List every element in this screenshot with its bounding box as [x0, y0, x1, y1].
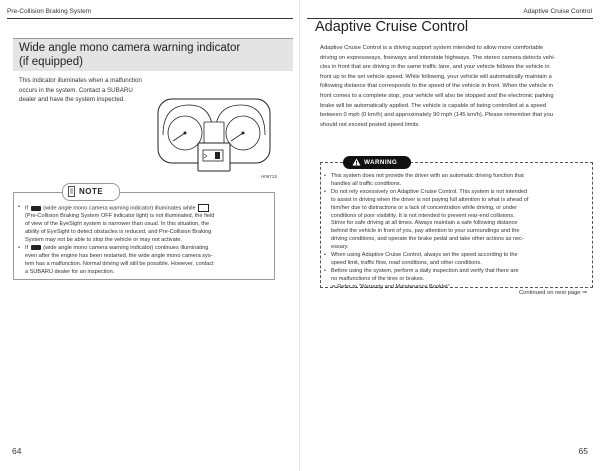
section-title-line2: (if equipped) [19, 56, 83, 68]
section-title-line1: Wide angle mono camera warning indicator [19, 42, 241, 54]
note-icon [67, 186, 76, 197]
text-run: handles all traffic conditions. [331, 180, 402, 187]
section-title-box [13, 38, 293, 71]
note-item: • If (wide angle mono camera warning indicator) continues illuminating even after the engine has been restarted, the wide angle mono camera sys- tem has a malfunction. Normal driving will still be possible. However, contact a SUBARU dealer for an inspection. [18, 245, 214, 275]
text-run: If [25, 205, 30, 212]
text-run: System may not be able to stop the vehicle or may not activate. [25, 237, 183, 244]
warning-item: • When using Adaptive Cruise Control, always set the speed according to the speed limit, traffic flow, road conditions, and other conditions. [324, 252, 518, 266]
text-run: of view of the EyeSight system is narrower than usual. In this situation, the [25, 221, 210, 228]
camera-warning-icon [31, 206, 41, 211]
text-run: essary. [331, 244, 349, 251]
page-title: Adaptive Cruise Control [315, 19, 469, 35]
braking-off-icon [198, 204, 209, 212]
text-run: If [25, 245, 30, 252]
page-number-left: 64 [12, 446, 22, 456]
right-page [300, 0, 600, 471]
warning-title: WARNING [364, 158, 398, 166]
text-line: following distance that corresponds to the speed of the vehicle in front. When the vehicle in [320, 83, 553, 90]
warning-body [324, 173, 586, 292]
instrument-cluster-figure [155, 95, 273, 175]
text-line: This indicator illuminates when a malfunction [19, 77, 142, 84]
text-run: tem has a malfunction. Normal driving will still be possible. However, contact [25, 260, 214, 267]
text-run: speed limit, traffic flow, road conditions, and other conditions. [331, 259, 482, 266]
continued-next-page: Continued on next page ⇒ [518, 290, 587, 296]
warranty-reference-link[interactable]: ⇒ Refer to “Warranty and Maintenance Booklet”. [331, 283, 452, 290]
text-run: (Pre-Collision Braking System OFF indicator light) is not illuminated, the field [25, 213, 215, 220]
text-run: When using Adaptive Cruise Control, always set the speed according to the [331, 252, 518, 259]
text-run: a SUBARU dealer for an inspection. [25, 268, 115, 275]
indicator-description [19, 76, 154, 105]
text-run: (wide angle mono camera warning indicator) illuminates while [41, 205, 198, 212]
note-item: • If (wide angle mono camera warning indicator) illuminates while (Pre-Collision Braking System OFF indicator light) is not illuminated, the field of view of the EyeSight system is narrower than usual. In this situation, the ability of EyeSight to detect obstacles is reduced, and Pre-Collision Braking System may not be able to stop the vehicle or may not activate. [18, 204, 215, 244]
text-run: driving conditions, and operate the brake pedal and take other actions as nec- [331, 236, 524, 243]
figure-caption: H0671S [261, 174, 278, 179]
warning-heading [343, 156, 411, 169]
text-line: cles in front that are driving in the same traffic lane, and your vehicle follows the vehicle in [320, 64, 550, 71]
text-line: driving on expressways, freeways and interstate highways. The stereo camera detects vehi- [320, 54, 556, 61]
note-title: NOTE [79, 187, 104, 196]
text-run: Do not rely excessively on Adaptive Cruise Control. This system is not intended [331, 188, 528, 195]
text-run: him/her due to distractions or a lack of concentration while driving, or under [331, 204, 517, 211]
camera-warning-icon [31, 245, 41, 250]
text-run: to assist in driving when the driver is not paying full attention to what is ahead of [331, 196, 529, 203]
text-run: Strive for safe driving at all times. Always maintain a safe following distance [331, 220, 518, 227]
text-line: dealer and have the system inspected. [19, 96, 125, 103]
header-rule-left [7, 18, 293, 19]
warning-item: • This system does not provide the driver with an automatic driving function that handles all traffic conditions. [324, 173, 524, 187]
note-heading [62, 183, 120, 201]
page-number-right: 65 [578, 446, 588, 456]
text-line: Adaptive Cruise Control is a driving support system intended to allow more comfortable [320, 45, 544, 51]
text-run: even after the engine has been restarted, the wide angle mono camera sys- [25, 252, 213, 259]
text-line: should not exceed posted speed limits. [320, 121, 420, 128]
running-header-right: Adaptive Cruise Control [523, 8, 592, 15]
text-run: ability of EyeSight to detect obstacles is reduced, and Pre-Collision Braking [25, 229, 212, 236]
text-run: behind the vehicle in front of you, pay attention to your surroundings and the [331, 228, 520, 235]
running-header-left: Pre-Collision Braking System [7, 8, 92, 15]
intro-paragraph [320, 44, 592, 130]
warning-item: • Before using the system, perform a daily inspection and verify that there are no malfunctions of the tires or brakes. ⇒ Refer to “Warranty and Maintenance Booklet”. [324, 267, 519, 290]
text-run: no malfunctions of the tires or brakes. [331, 275, 425, 282]
text-run: (wide angle mono camera warning indicator) continues illuminating [41, 245, 209, 252]
warning-item: • Do not rely excessively on Adaptive Cruise Control. This system is not intended to assist in driving when the driver is not paying full attention to what is ahead of him/her due to distractions or a lack of concentration while driving, or under conditions of poor visibility. It is not intended to prevent rear-end collisions. Strive for safe driving at all times. Always maintain a safe following distance behind the vehicle in front of you, pay attention to your surroundings and the driving conditions, and operate the brake pedal and take other actions as nec- essary. [324, 188, 529, 251]
text-run: Before using the system, perform a daily inspection and verify that there are [331, 267, 519, 274]
text-line: between 0 mph (0 km/h) and approximately 90 mph (145 km/h). Please remember that you [320, 112, 553, 119]
text-line: front comes to a complete stop, your vehicle will also be stopped and the electronic parking [320, 92, 554, 99]
warning-triangle-icon [352, 158, 361, 166]
text-line: brake will be automatically applied. The vehicle is capable of being controlled at a speed [320, 102, 547, 109]
note-body [18, 204, 271, 277]
text-line: occurs in the system. Contact a SUBARU [19, 86, 133, 94]
text-line: front up to the set vehicle speed. While following, your vehicle will automatically maintain a [320, 73, 552, 80]
text-run: This system does not provide the driver with an automatic driving function that [331, 173, 524, 179]
text-run: conditions of poor visibility. It is not intended to prevent rear-end collisions. [331, 212, 515, 219]
